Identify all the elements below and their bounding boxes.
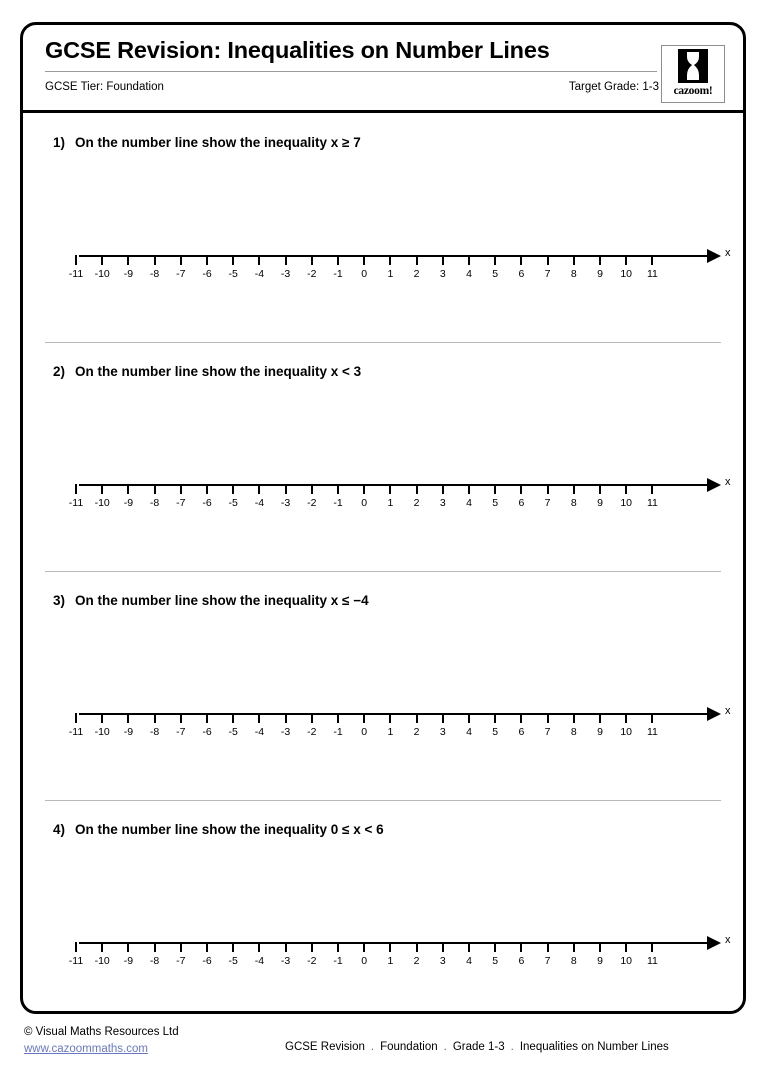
axis-tick xyxy=(599,713,601,723)
axis-tick xyxy=(547,255,549,265)
axis-tick xyxy=(573,942,575,952)
axis-tick-label: -11 xyxy=(68,268,84,280)
question-item xyxy=(23,342,743,571)
axis-tick-label: 4 xyxy=(466,955,472,967)
axis-tick xyxy=(625,713,627,723)
axis-tick xyxy=(258,713,260,723)
axis-tick xyxy=(599,942,601,952)
axis-tick-label: -10 xyxy=(94,955,110,967)
axis-tick-label: -7 xyxy=(176,955,186,967)
axis-tick xyxy=(468,713,470,723)
axis-arrow-icon xyxy=(707,249,721,263)
question-separator xyxy=(45,571,721,572)
axis-tick xyxy=(389,713,391,723)
axis-tick-label: 7 xyxy=(544,726,551,738)
axis-tick xyxy=(442,713,444,723)
axis-tick xyxy=(127,713,129,723)
axis-tick-label: 10 xyxy=(620,726,633,738)
axis-tick xyxy=(363,713,365,723)
axis-arrow-icon xyxy=(707,478,721,492)
axis-tick-label: 10 xyxy=(620,497,633,509)
axis-tick-label: -9 xyxy=(123,268,134,280)
footer-breadcrumb xyxy=(285,1041,669,1053)
axis-tick xyxy=(520,484,522,494)
axis-tick xyxy=(547,942,549,952)
axis-tick-label: -1 xyxy=(333,955,343,967)
breadcrumb-separator: . xyxy=(443,1041,447,1053)
axis-tick-label: -7 xyxy=(176,268,186,280)
axis-tick-label: 0 xyxy=(361,497,368,509)
axis-tick xyxy=(337,942,339,952)
axis-tick-label: 5 xyxy=(492,726,499,738)
axis-tick-label: 3 xyxy=(439,955,446,967)
axis-tick-label: 6 xyxy=(518,955,525,967)
axis-tick xyxy=(311,484,313,494)
copyright-text: © Visual Maths Resources Ltd xyxy=(24,1026,179,1038)
axis-tick xyxy=(363,942,365,952)
question-item xyxy=(23,113,743,342)
target-grade-label: Target Grade: 1-3 xyxy=(568,81,659,93)
axis-tick-label: -7 xyxy=(176,497,186,509)
axis-tick-label: 8 xyxy=(570,726,577,738)
axis-tick-label: 2 xyxy=(413,955,420,967)
axis-tick xyxy=(206,713,208,723)
axis-tick xyxy=(416,713,418,723)
axis-tick xyxy=(206,255,208,265)
axis-tick xyxy=(127,942,129,952)
axis-tick xyxy=(573,255,575,265)
axis-tick xyxy=(599,484,601,494)
axis-tick xyxy=(232,942,234,952)
number-line-axis xyxy=(79,942,709,944)
axis-tick xyxy=(389,942,391,952)
axis-tick-label: -3 xyxy=(280,268,291,280)
axis-tick-label: -9 xyxy=(123,497,134,509)
axis-tick-label: 11 xyxy=(646,268,658,280)
axis-tick xyxy=(180,484,182,494)
axis-tick-label: 9 xyxy=(597,497,603,509)
question-prompt: On the number line show the inequality x ≤ −4 xyxy=(75,593,369,608)
number-line[interactable] xyxy=(59,243,731,295)
axis-tick-label: -8 xyxy=(149,955,160,967)
question-number: 2) xyxy=(53,364,66,379)
axis-tick-label: 8 xyxy=(570,497,577,509)
axis-tick-label: 8 xyxy=(570,268,577,280)
footer-left-block xyxy=(24,1024,179,1058)
axis-tick xyxy=(442,255,444,265)
axis-tick xyxy=(468,484,470,494)
axis-tick-label: 5 xyxy=(492,268,499,280)
title-divider xyxy=(45,71,657,72)
axis-tick-label: 2 xyxy=(413,497,420,509)
hourglass-vase-icon xyxy=(678,49,708,83)
question-text xyxy=(53,822,384,837)
axis-tick-label: 3 xyxy=(439,497,446,509)
axis-tick-label: -9 xyxy=(123,726,134,738)
number-line[interactable] xyxy=(59,472,731,524)
axis-tick-label: -3 xyxy=(280,955,291,967)
axis-tick xyxy=(127,255,129,265)
axis-tick-label: -11 xyxy=(68,726,84,738)
axis-tick xyxy=(651,484,653,494)
axis-tick-label: 9 xyxy=(597,726,603,738)
axis-tick-label: 0 xyxy=(361,955,368,967)
axis-tick-label: 6 xyxy=(518,726,525,738)
axis-tick-label: -3 xyxy=(280,497,291,509)
axis-tick xyxy=(573,713,575,723)
breadcrumb-separator: . xyxy=(370,1041,375,1053)
axis-label: x xyxy=(725,705,731,717)
axis-tick xyxy=(101,484,103,494)
axis-tick-label: -6 xyxy=(202,955,212,967)
axis-tick-label: 9 xyxy=(597,268,603,280)
axis-tick-label: 9 xyxy=(597,955,603,967)
axis-tick-label: -5 xyxy=(228,726,238,738)
axis-tick xyxy=(258,484,260,494)
worksheet-header xyxy=(23,25,743,113)
axis-tick-label: -1 xyxy=(333,726,343,738)
worksheet-footer xyxy=(0,1024,768,1074)
axis-tick xyxy=(206,942,208,952)
axis-tick xyxy=(258,942,260,952)
axis-tick xyxy=(520,255,522,265)
axis-tick xyxy=(180,255,182,265)
breadcrumb-item: Grade 1-3 xyxy=(452,1041,505,1053)
axis-tick xyxy=(180,942,182,952)
axis-tick-label: -4 xyxy=(254,268,265,280)
axis-tick xyxy=(651,255,653,265)
axis-tick xyxy=(285,255,287,265)
axis-tick-label: -7 xyxy=(176,726,186,738)
axis-tick-label: -2 xyxy=(307,955,317,967)
question-prompt: On the number line show the inequality x < 3 xyxy=(75,364,362,379)
question-number: 3) xyxy=(53,593,66,608)
axis-tick-label: 5 xyxy=(492,955,499,967)
axis-tick-label: 7 xyxy=(544,268,551,280)
number-line[interactable] xyxy=(59,701,731,753)
breadcrumb-item: GCSE Revision xyxy=(285,1041,365,1053)
axis-tick xyxy=(442,484,444,494)
question-text xyxy=(53,135,361,150)
axis-tick-label: 1 xyxy=(387,955,394,967)
question-text xyxy=(53,364,361,379)
axis-tick-label: 4 xyxy=(466,726,472,738)
axis-tick-label: -4 xyxy=(254,726,265,738)
number-line-axis xyxy=(79,484,709,486)
axis-tick xyxy=(75,255,77,265)
axis-tick xyxy=(337,255,339,265)
axis-tick xyxy=(599,255,601,265)
axis-tick xyxy=(337,713,339,723)
axis-tick-label: 0 xyxy=(361,726,368,738)
question-separator xyxy=(45,342,721,343)
axis-tick-label: -5 xyxy=(228,497,238,509)
axis-tick xyxy=(206,484,208,494)
question-text xyxy=(53,593,369,608)
axis-tick-label: -11 xyxy=(68,955,84,967)
axis-tick xyxy=(285,484,287,494)
axis-tick-label: 4 xyxy=(466,497,472,509)
worksheet-page xyxy=(20,22,746,1014)
axis-tick-label: -6 xyxy=(202,497,212,509)
axis-tick-label: 7 xyxy=(544,955,551,967)
question-number: 4) xyxy=(53,822,66,837)
axis-tick xyxy=(651,942,653,952)
axis-tick xyxy=(180,713,182,723)
axis-tick-label: -6 xyxy=(202,268,212,280)
axis-tick xyxy=(154,713,156,723)
website-link[interactable]: www.cazoommaths.com xyxy=(24,1043,148,1055)
axis-arrow-icon xyxy=(707,707,721,721)
axis-tick-label: -1 xyxy=(333,268,343,280)
axis-tick-label: -2 xyxy=(307,497,317,509)
axis-tick-label: 5 xyxy=(492,497,499,509)
axis-tick-label: 7 xyxy=(544,497,551,509)
axis-tick-label: -5 xyxy=(228,268,238,280)
axis-tick xyxy=(311,942,313,952)
axis-tick xyxy=(416,255,418,265)
axis-tick xyxy=(442,942,444,952)
axis-tick xyxy=(416,484,418,494)
axis-tick xyxy=(311,713,313,723)
axis-tick-label: 3 xyxy=(439,268,446,280)
axis-tick-label: 11 xyxy=(646,726,658,738)
axis-tick xyxy=(154,484,156,494)
axis-tick xyxy=(232,255,234,265)
axis-tick xyxy=(468,942,470,952)
axis-tick xyxy=(494,255,496,265)
axis-tick xyxy=(75,713,77,723)
cazoom-logo xyxy=(661,45,725,103)
question-prompt: On the number line show the inequality x ≥ 7 xyxy=(75,135,361,150)
axis-label: x xyxy=(725,934,731,946)
header-text-block xyxy=(45,33,659,93)
axis-tick xyxy=(154,255,156,265)
question-prompt: On the number line show the inequality 0 ≤ x < 6 xyxy=(75,822,384,837)
axis-tick-label: 6 xyxy=(518,497,525,509)
axis-tick xyxy=(520,942,522,952)
axis-tick-label: -4 xyxy=(254,955,265,967)
axis-tick xyxy=(154,942,156,952)
axis-tick-label: 6 xyxy=(518,268,525,280)
axis-tick-label: -8 xyxy=(149,726,160,738)
axis-tick xyxy=(625,484,627,494)
axis-tick xyxy=(337,484,339,494)
axis-tick xyxy=(285,942,287,952)
axis-tick-label: 4 xyxy=(466,268,472,280)
question-number: 1) xyxy=(53,135,66,150)
axis-tick-label: 8 xyxy=(570,955,577,967)
axis-tick xyxy=(258,255,260,265)
axis-tick-label: -10 xyxy=(94,268,110,280)
question-separator xyxy=(45,800,721,801)
axis-tick-label: -11 xyxy=(68,497,84,509)
axis-tick xyxy=(363,484,365,494)
breadcrumb-separator: . xyxy=(510,1041,514,1053)
axis-tick xyxy=(389,255,391,265)
breadcrumb-item: Inequalities on Number Lines xyxy=(519,1041,669,1053)
number-line[interactable] xyxy=(59,930,731,982)
axis-tick xyxy=(127,484,129,494)
axis-tick xyxy=(363,255,365,265)
axis-tick-label: -4 xyxy=(254,497,265,509)
axis-tick-label: -10 xyxy=(94,497,110,509)
question-item xyxy=(23,800,743,1029)
axis-tick xyxy=(311,255,313,265)
axis-tick xyxy=(232,484,234,494)
axis-tick xyxy=(389,484,391,494)
axis-tick xyxy=(494,942,496,952)
axis-tick-label: 11 xyxy=(646,497,658,509)
axis-tick-label: 10 xyxy=(620,955,633,967)
axis-tick-label: -5 xyxy=(228,955,238,967)
axis-tick-label: -10 xyxy=(94,726,110,738)
axis-tick xyxy=(547,713,549,723)
axis-tick xyxy=(547,484,549,494)
axis-tick xyxy=(494,713,496,723)
axis-tick-label: -1 xyxy=(333,497,343,509)
axis-tick-label: 3 xyxy=(439,726,446,738)
axis-arrow-icon xyxy=(707,936,721,950)
axis-tick xyxy=(101,713,103,723)
axis-tick xyxy=(494,484,496,494)
number-line-axis xyxy=(79,255,709,257)
axis-tick xyxy=(285,713,287,723)
axis-tick xyxy=(101,255,103,265)
axis-tick-label: 1 xyxy=(387,268,394,280)
axis-tick-label: 0 xyxy=(361,268,368,280)
axis-label: x xyxy=(725,476,731,488)
axis-tick-label: -6 xyxy=(202,726,212,738)
questions-list xyxy=(23,113,743,1011)
axis-tick xyxy=(75,484,77,494)
axis-tick xyxy=(573,484,575,494)
axis-tick xyxy=(232,713,234,723)
page-title: GCSE Revision: Inequalities on Number Lines xyxy=(45,37,550,63)
axis-tick-label: 2 xyxy=(413,268,420,280)
axis-tick xyxy=(75,942,77,952)
axis-tick-label: 1 xyxy=(387,726,394,738)
axis-tick xyxy=(520,713,522,723)
axis-tick xyxy=(468,255,470,265)
axis-tick-label: 11 xyxy=(646,955,658,967)
logo-wordmark: cazoom! xyxy=(673,85,713,97)
axis-tick-label: -2 xyxy=(307,268,317,280)
axis-tick-label: 2 xyxy=(413,726,420,738)
axis-tick xyxy=(625,942,627,952)
axis-tick-label: -8 xyxy=(149,497,160,509)
axis-tick xyxy=(416,942,418,952)
axis-tick xyxy=(651,713,653,723)
header-meta-row xyxy=(45,81,659,93)
axis-label: x xyxy=(725,247,731,259)
breadcrumb-item: Foundation xyxy=(380,1041,438,1053)
question-item xyxy=(23,571,743,800)
axis-tick-label: -8 xyxy=(149,268,160,280)
axis-tick-label: 1 xyxy=(387,497,394,509)
axis-tick xyxy=(625,255,627,265)
axis-tick-label: -2 xyxy=(307,726,317,738)
axis-tick xyxy=(101,942,103,952)
axis-tick-label: -9 xyxy=(123,955,134,967)
number-line-axis xyxy=(79,713,709,715)
tier-label: GCSE Tier: Foundation xyxy=(45,81,164,93)
axis-tick-label: -3 xyxy=(280,726,291,738)
axis-tick-label: 10 xyxy=(620,268,633,280)
